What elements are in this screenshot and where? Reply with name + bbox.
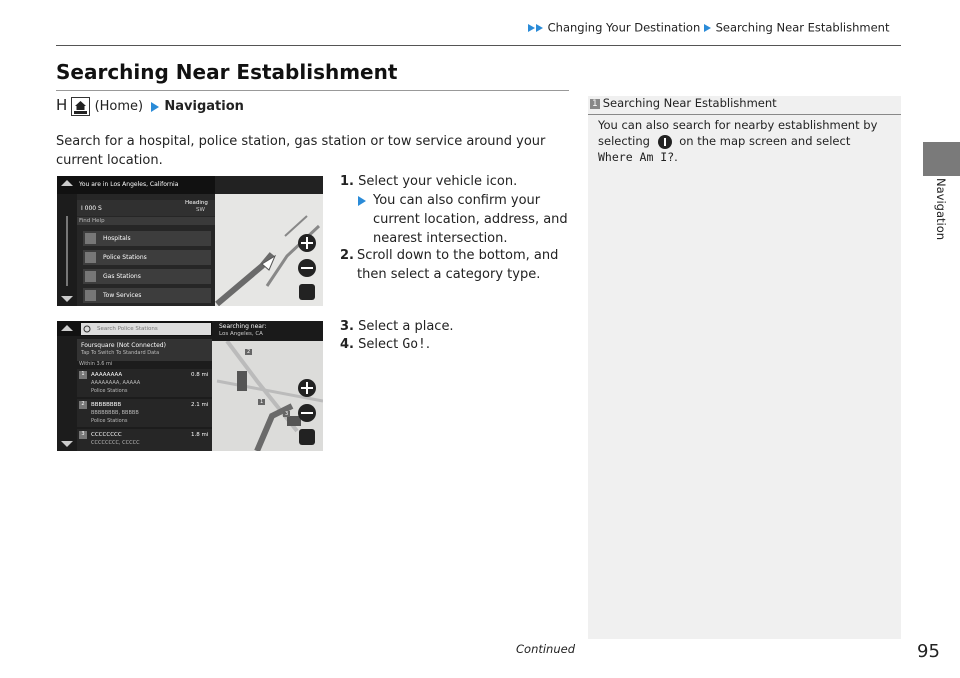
step-3 bbox=[340, 317, 570, 336]
source-title[interactable]: Foursquare (Not Connected) bbox=[81, 342, 166, 349]
screen1-header: You are in Los Angeles, California bbox=[79, 181, 179, 188]
result-address: AAAAAAAA, AAAAA bbox=[91, 380, 141, 386]
result-name[interactable]: AAAAAAAA bbox=[91, 372, 123, 378]
arrow-icon bbox=[151, 102, 159, 112]
category-item[interactable]: Gas Stations bbox=[103, 273, 141, 280]
where-am-i-label: Where Am I? bbox=[598, 150, 675, 164]
result-name[interactable]: BBBBBBBB bbox=[91, 402, 122, 408]
map-pin[interactable]: 1 bbox=[260, 399, 264, 405]
category-item[interactable]: Police Stations bbox=[103, 254, 147, 261]
breadcrumb-part2: Searching Near Establishment bbox=[715, 20, 890, 35]
section-tab bbox=[923, 142, 960, 176]
result-category: Police Stations bbox=[91, 418, 128, 424]
screen1-heading-value: SW bbox=[196, 207, 205, 213]
breadcrumb bbox=[528, 20, 889, 35]
nav-target: Navigation bbox=[164, 99, 244, 114]
intro-text: Search for a hospital, police station, gas station or tow service around your current location. bbox=[56, 134, 546, 168]
step-text: You can also confirm your current location, address, and nearest intersection. bbox=[373, 193, 568, 246]
step-number: 4. bbox=[340, 337, 354, 352]
title-rule bbox=[56, 90, 569, 91]
section-label bbox=[934, 178, 948, 268]
within-label: Within 3.6 mi bbox=[79, 361, 113, 367]
result-distance: 2.1 mi bbox=[191, 402, 209, 408]
arrow-icon bbox=[528, 24, 535, 32]
step-4 bbox=[340, 335, 570, 354]
more-options-icon bbox=[658, 135, 672, 149]
breadcrumb-part1: Changing Your Destination bbox=[547, 20, 701, 35]
step-end: . bbox=[425, 337, 430, 352]
step-number: 1. bbox=[340, 174, 354, 189]
screen1-heading-label: Heading bbox=[185, 200, 208, 206]
map-pin[interactable]: 3 bbox=[285, 411, 289, 417]
map-pin[interactable]: 2 bbox=[247, 349, 251, 355]
home-label: (Home) bbox=[94, 99, 144, 114]
arrow-icon bbox=[358, 196, 366, 206]
arrow-icon bbox=[704, 24, 711, 32]
page-number: 95 bbox=[917, 641, 940, 662]
result-address: BBBBBBBB, BBBBB bbox=[91, 410, 139, 416]
result-distance: 1.8 mi bbox=[191, 432, 209, 438]
note-title-text: Searching Near Establishment bbox=[602, 96, 777, 110]
page-title: Searching Near Establishment bbox=[56, 60, 398, 84]
result-index: 1 bbox=[81, 371, 85, 377]
step-text: Scroll down to the bottom, and then select a category type. bbox=[357, 248, 559, 282]
step-2 bbox=[340, 246, 571, 284]
go-label: Go! bbox=[402, 337, 426, 352]
result-index: 2 bbox=[81, 401, 85, 407]
step-1-result bbox=[357, 191, 571, 248]
note-end: . bbox=[674, 150, 678, 164]
step-text: Select bbox=[358, 337, 403, 352]
home-key-mark: H bbox=[56, 96, 68, 114]
searching-near-value: Los Angeles, CA bbox=[219, 331, 263, 337]
step-1 bbox=[340, 172, 570, 191]
header-rule bbox=[56, 45, 901, 46]
searching-near-label: Searching near: bbox=[219, 323, 267, 330]
result-name[interactable]: CCCCCCCC bbox=[91, 432, 122, 438]
result-category: Police Stations bbox=[91, 388, 128, 394]
category-item[interactable]: Tow Services bbox=[103, 292, 142, 299]
arrow-icon bbox=[536, 24, 543, 32]
screenshot-search-results bbox=[57, 321, 323, 451]
nav-path bbox=[56, 96, 244, 116]
screen1-find-help: Find Help bbox=[79, 218, 105, 224]
search-input[interactable]: Search Police Stations bbox=[97, 326, 158, 332]
home-icon bbox=[71, 97, 90, 116]
continued-label: Continued bbox=[516, 642, 576, 656]
step-number: 3. bbox=[340, 319, 354, 334]
source-subtitle: Tap To Switch To Standard Data bbox=[81, 350, 160, 356]
category-item[interactable]: Hospitals bbox=[103, 235, 131, 242]
result-distance: 0.8 mi bbox=[191, 372, 209, 378]
screenshot-find-help bbox=[57, 176, 323, 306]
result-address: CCCCCCCC, CCCCC bbox=[91, 440, 140, 446]
screen1-road: I 000 S bbox=[81, 205, 102, 212]
step-text: Select your vehicle icon. bbox=[358, 174, 518, 189]
step-number: 2. bbox=[340, 248, 354, 263]
note-body bbox=[598, 117, 888, 165]
section-label-text: Navigation bbox=[934, 178, 948, 241]
note-panel bbox=[588, 96, 901, 639]
result-index: 3 bbox=[81, 431, 85, 437]
map-screen-1 bbox=[57, 176, 323, 306]
note-title bbox=[590, 96, 777, 110]
note-marker: 1 bbox=[592, 98, 598, 109]
note-text-b: on the map screen and select bbox=[679, 134, 851, 148]
step-text: Select a place. bbox=[358, 319, 454, 334]
note-text-a: You can also search for nearby establishment by selecting bbox=[598, 118, 878, 148]
